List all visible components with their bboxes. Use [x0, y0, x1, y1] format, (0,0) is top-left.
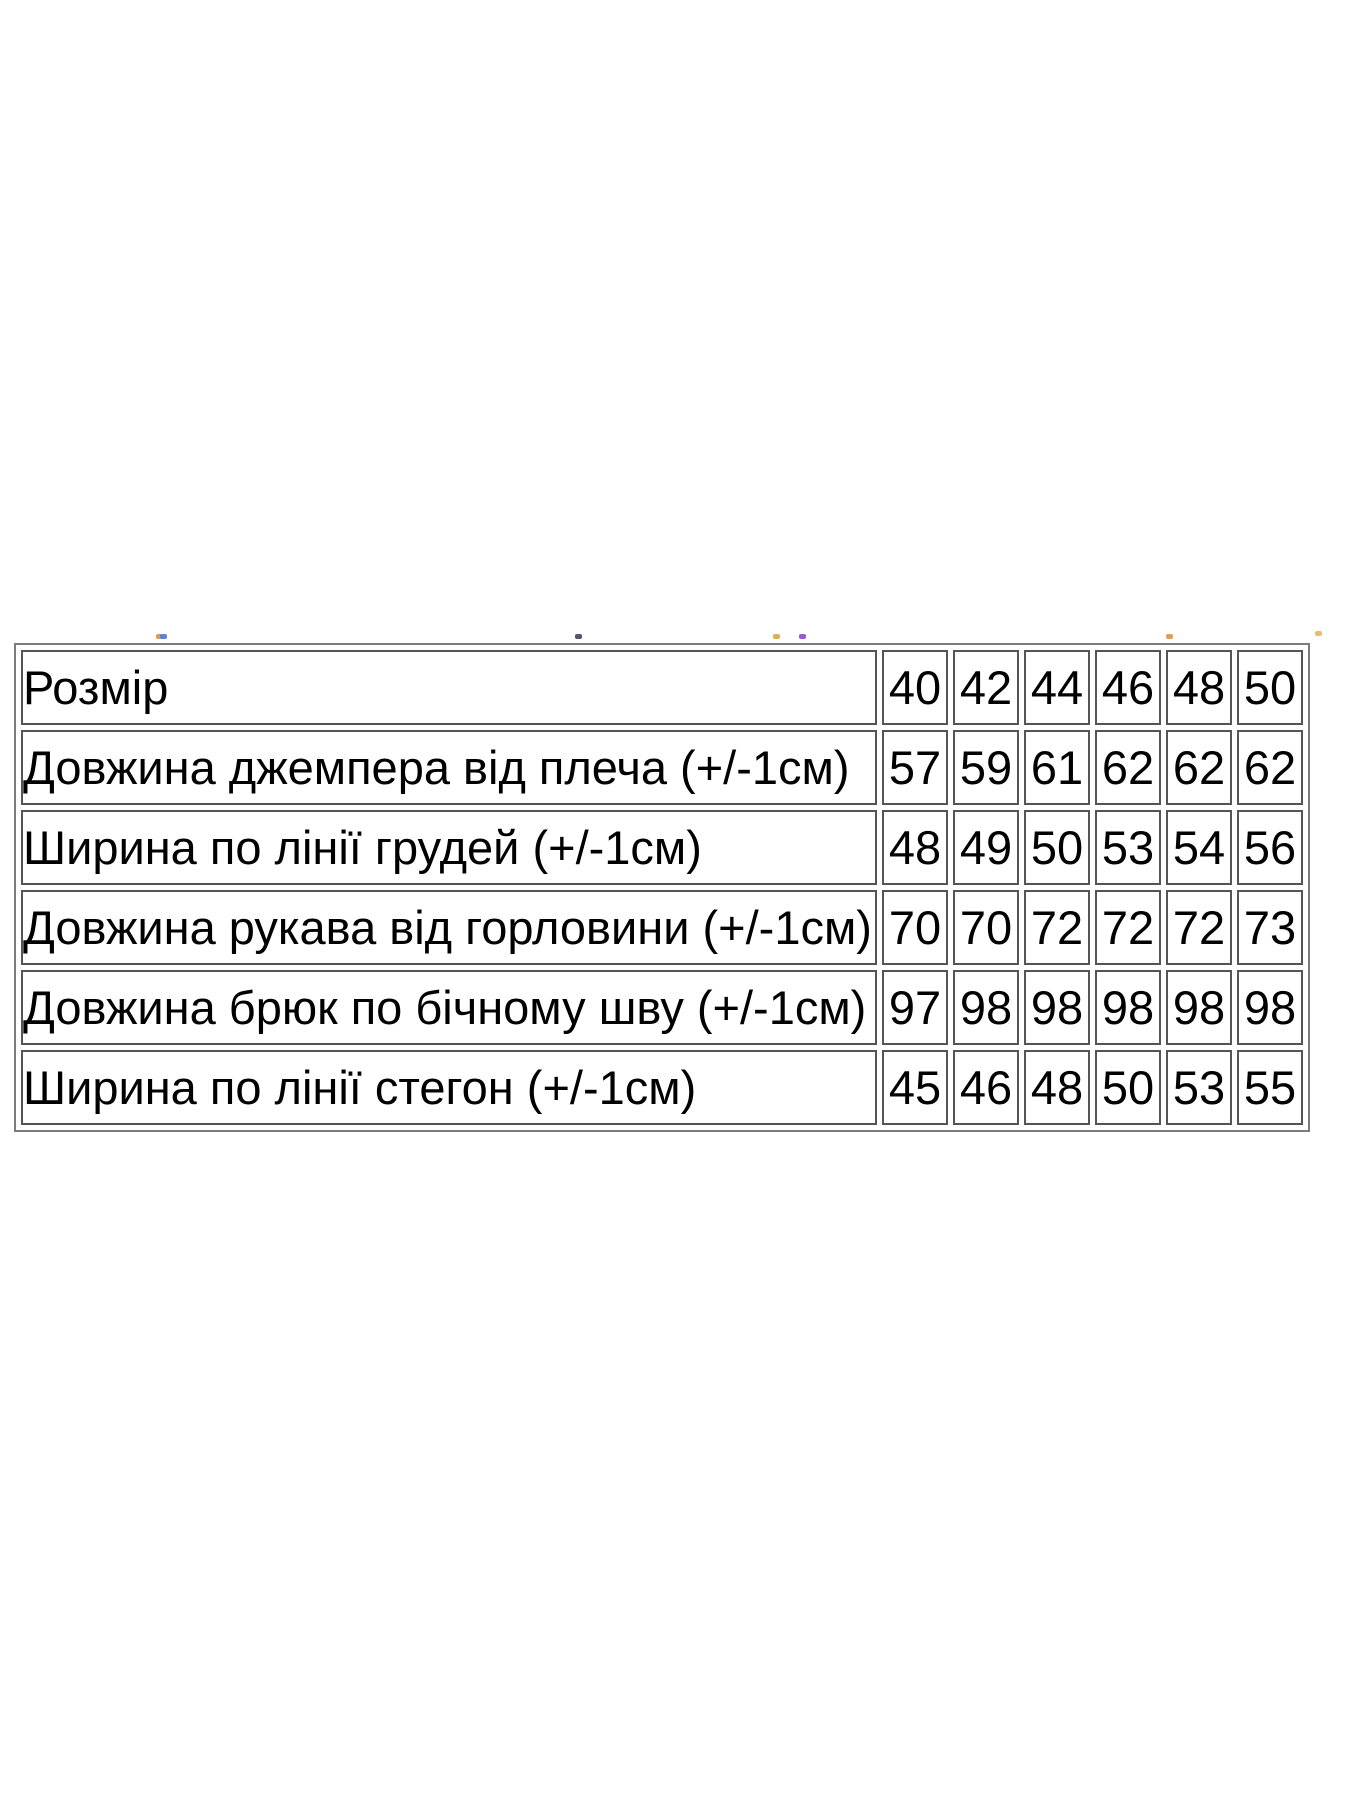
value-cell: 40 [882, 650, 948, 725]
value-cell: 46 [1095, 650, 1161, 725]
table-row-sleeve-length [21, 890, 1303, 965]
value-cell: 61 [1024, 730, 1090, 805]
value-cell: 73 [1237, 890, 1303, 965]
value-cell: 48 [882, 810, 948, 885]
jpeg-artifact-speck [773, 634, 780, 639]
value-cell: 62 [1237, 730, 1303, 805]
value-cell: 98 [1024, 970, 1090, 1045]
value-cell: 98 [1095, 970, 1161, 1045]
value-cell: 98 [1166, 970, 1232, 1045]
table-row-chest-width [21, 810, 1303, 885]
value-cell: 46 [953, 1050, 1019, 1125]
row-label-trousers-length: Довжина брюк по бічному шву (+/-1см) [21, 970, 877, 1045]
table-row-hip-width [21, 1050, 1303, 1125]
row-label-chest-width: Ширина по лінії грудей (+/-1см) [21, 810, 877, 885]
value-cell: 45 [882, 1050, 948, 1125]
value-cell: 56 [1237, 810, 1303, 885]
row-label-hip-width: Ширина по лінії стегон (+/-1см) [21, 1050, 877, 1125]
value-cell: 53 [1095, 810, 1161, 885]
value-cell: 70 [882, 890, 948, 965]
jpeg-artifact-speck [799, 634, 806, 639]
value-cell: 42 [953, 650, 1019, 725]
jpeg-artifact-speck [575, 634, 582, 639]
size-table [14, 643, 1310, 1132]
value-cell: 44 [1024, 650, 1090, 725]
jpeg-artifact-speck [1315, 631, 1322, 636]
value-cell: 50 [1237, 650, 1303, 725]
value-cell: 97 [882, 970, 948, 1045]
size-chart [14, 643, 1310, 1132]
jpeg-artifact-speck [160, 634, 167, 639]
value-cell: 54 [1166, 810, 1232, 885]
table-row-size [21, 650, 1303, 725]
value-cell: 70 [953, 890, 1019, 965]
row-label-jumper-length: Довжина джемпера від плеча (+/-1см) [21, 730, 877, 805]
value-cell: 59 [953, 730, 1019, 805]
row-label-size: Розмір [21, 650, 877, 725]
value-cell: 49 [953, 810, 1019, 885]
value-cell: 48 [1166, 650, 1232, 725]
table-row-trousers-length [21, 970, 1303, 1045]
value-cell: 48 [1024, 1050, 1090, 1125]
value-cell: 50 [1024, 810, 1090, 885]
value-cell: 57 [882, 730, 948, 805]
row-label-sleeve-length: Довжина рукава від горловини (+/-1см) [21, 890, 877, 965]
value-cell: 98 [1237, 970, 1303, 1045]
value-cell: 72 [1166, 890, 1232, 965]
value-cell: 55 [1237, 1050, 1303, 1125]
value-cell: 53 [1166, 1050, 1232, 1125]
table-row-jumper-length [21, 730, 1303, 805]
value-cell: 62 [1166, 730, 1232, 805]
value-cell: 72 [1024, 890, 1090, 965]
value-cell: 72 [1095, 890, 1161, 965]
value-cell: 62 [1095, 730, 1161, 805]
value-cell: 98 [953, 970, 1019, 1045]
jpeg-artifact-speck [1166, 634, 1173, 639]
value-cell: 50 [1095, 1050, 1161, 1125]
